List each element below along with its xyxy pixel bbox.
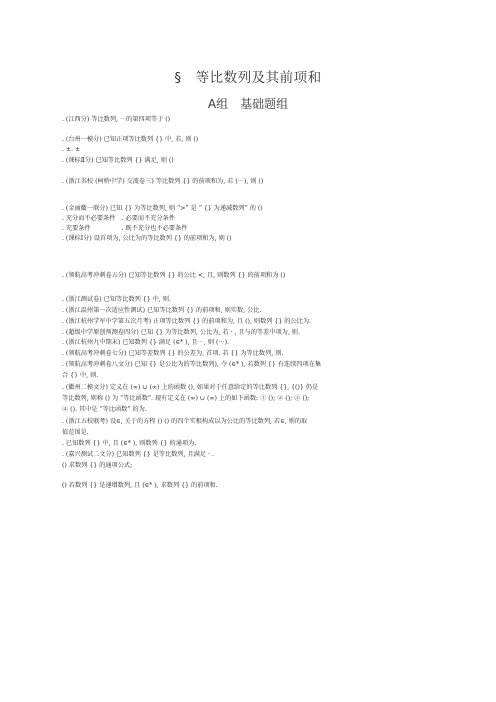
question-line: . (江西分) 等比数列, ⋯的第四项等于 () — [62, 116, 171, 123]
question-line: . (领航高考冲刺卷五分) 已知等比数列 {} 的公比 <, 且, 则数列 {} 的前项和为 () — [62, 272, 286, 279]
question-line: . 已知数列 {} 中, 且 (∈* ), 则数列 {} 的通项为. — [62, 440, 197, 447]
question-line: . (浙江五校联考) 设∈, 关于的方程 () () 的四个实根构成以为公比的等比数列, 若∈, 则的取 — [62, 418, 308, 425]
question-line: . (浙江温州第一次适应性测试) 已知等比数列 {} 的前项和, 则实数, 公比. — [62, 307, 262, 314]
question-line-cont: 合 {} 中, 则. — [62, 372, 99, 379]
question-line: . (浙江测试卷) 已知等比数列 {} 中, 则. — [62, 296, 171, 303]
question-line: . (超级中学原创预测卷四分) 已知 {} 为等比数列, 公比为, 若 · , 且与的等差中项为, 则. — [62, 329, 300, 336]
question-line: . (课标Ⅰ分) 设首项为, 公比为的等比数列 {} 的前项和为, 则 () — [62, 235, 232, 242]
section-title: § 等比数列及其前项和 — [174, 70, 322, 86]
option-line: . 充要条件 . 既不充分也不必要条件 — [62, 225, 188, 232]
sub-question-line: () 若数列 {} 是递增数列, 且 (∈* ), 求数列 {} 的前项和. — [62, 482, 218, 489]
question-line: . (台州一模分) 已知正项等比数列 {} 中, 若, 则 () — [62, 136, 199, 143]
question-line: . (金丽衢一联分) 已知 {} 为等比数列, 则 “>” 是 “ {} 为递减数列” 的 () — [62, 205, 263, 212]
question-line: . (领航高考冲刺卷七分) 已知等差数列 {} 的公差为, 首项. 若 {} 为等比数列, 则. — [62, 350, 284, 357]
question-line-cont: 等比数列, 则称 () 为 “等比函数”. 现有定义在 (∞) ∪ (∞) 上的如下函数: ① (); ② (); ③ (); — [62, 395, 310, 402]
question-line: . (浙江杭州学军中学第五次月考) 正项等比数列 {} 的前项和为, 且 (), 则数列 {} 的公比为. — [62, 318, 311, 325]
question-line: . (浙江杭州九中期末) 已知数列 {} 满足 (∈* ), 且⋯, 则 (⋯). — [62, 339, 229, 346]
question-line: . (嘉兴测试二文分) 已知数列 {} 是等比数列, 且满足 · . — [62, 451, 214, 458]
option-line: . 充分而不必要条件 . 必要而不充分条件 — [62, 215, 176, 222]
question-line-cont: ④ (). 其中是 “等比函数” 的为. — [62, 406, 147, 413]
sub-question-line: () 求数列 {} 的通项公式; — [62, 462, 133, 469]
question-line-cont: 值范围是. — [62, 429, 89, 436]
question-line: . (课标Ⅱ分) 已知等比数列 {} 满足, 则 () — [62, 157, 174, 164]
group-subtitle: A组 基础题组 — [207, 97, 289, 111]
question-line: . (领航高考冲刺卷八文分) 已知 {} 是公比为的等比数列), 令 (∈* ), 若数列 {} 有连续四项在集 — [62, 361, 322, 368]
question-line: . (浙江名校 (柯桥中学) 交流卷三) 等比数列 {} 的前项和为, 若 (⋯), 则 () — [62, 178, 264, 185]
option-line: . ±. ± — [62, 146, 81, 153]
question-line: . (衢州二模文分) 定义在 (∞) ∪ (∞) 上的函数 (), 如果对于任意给定的等比数列 {}, {()} 仍是 — [62, 384, 319, 391]
